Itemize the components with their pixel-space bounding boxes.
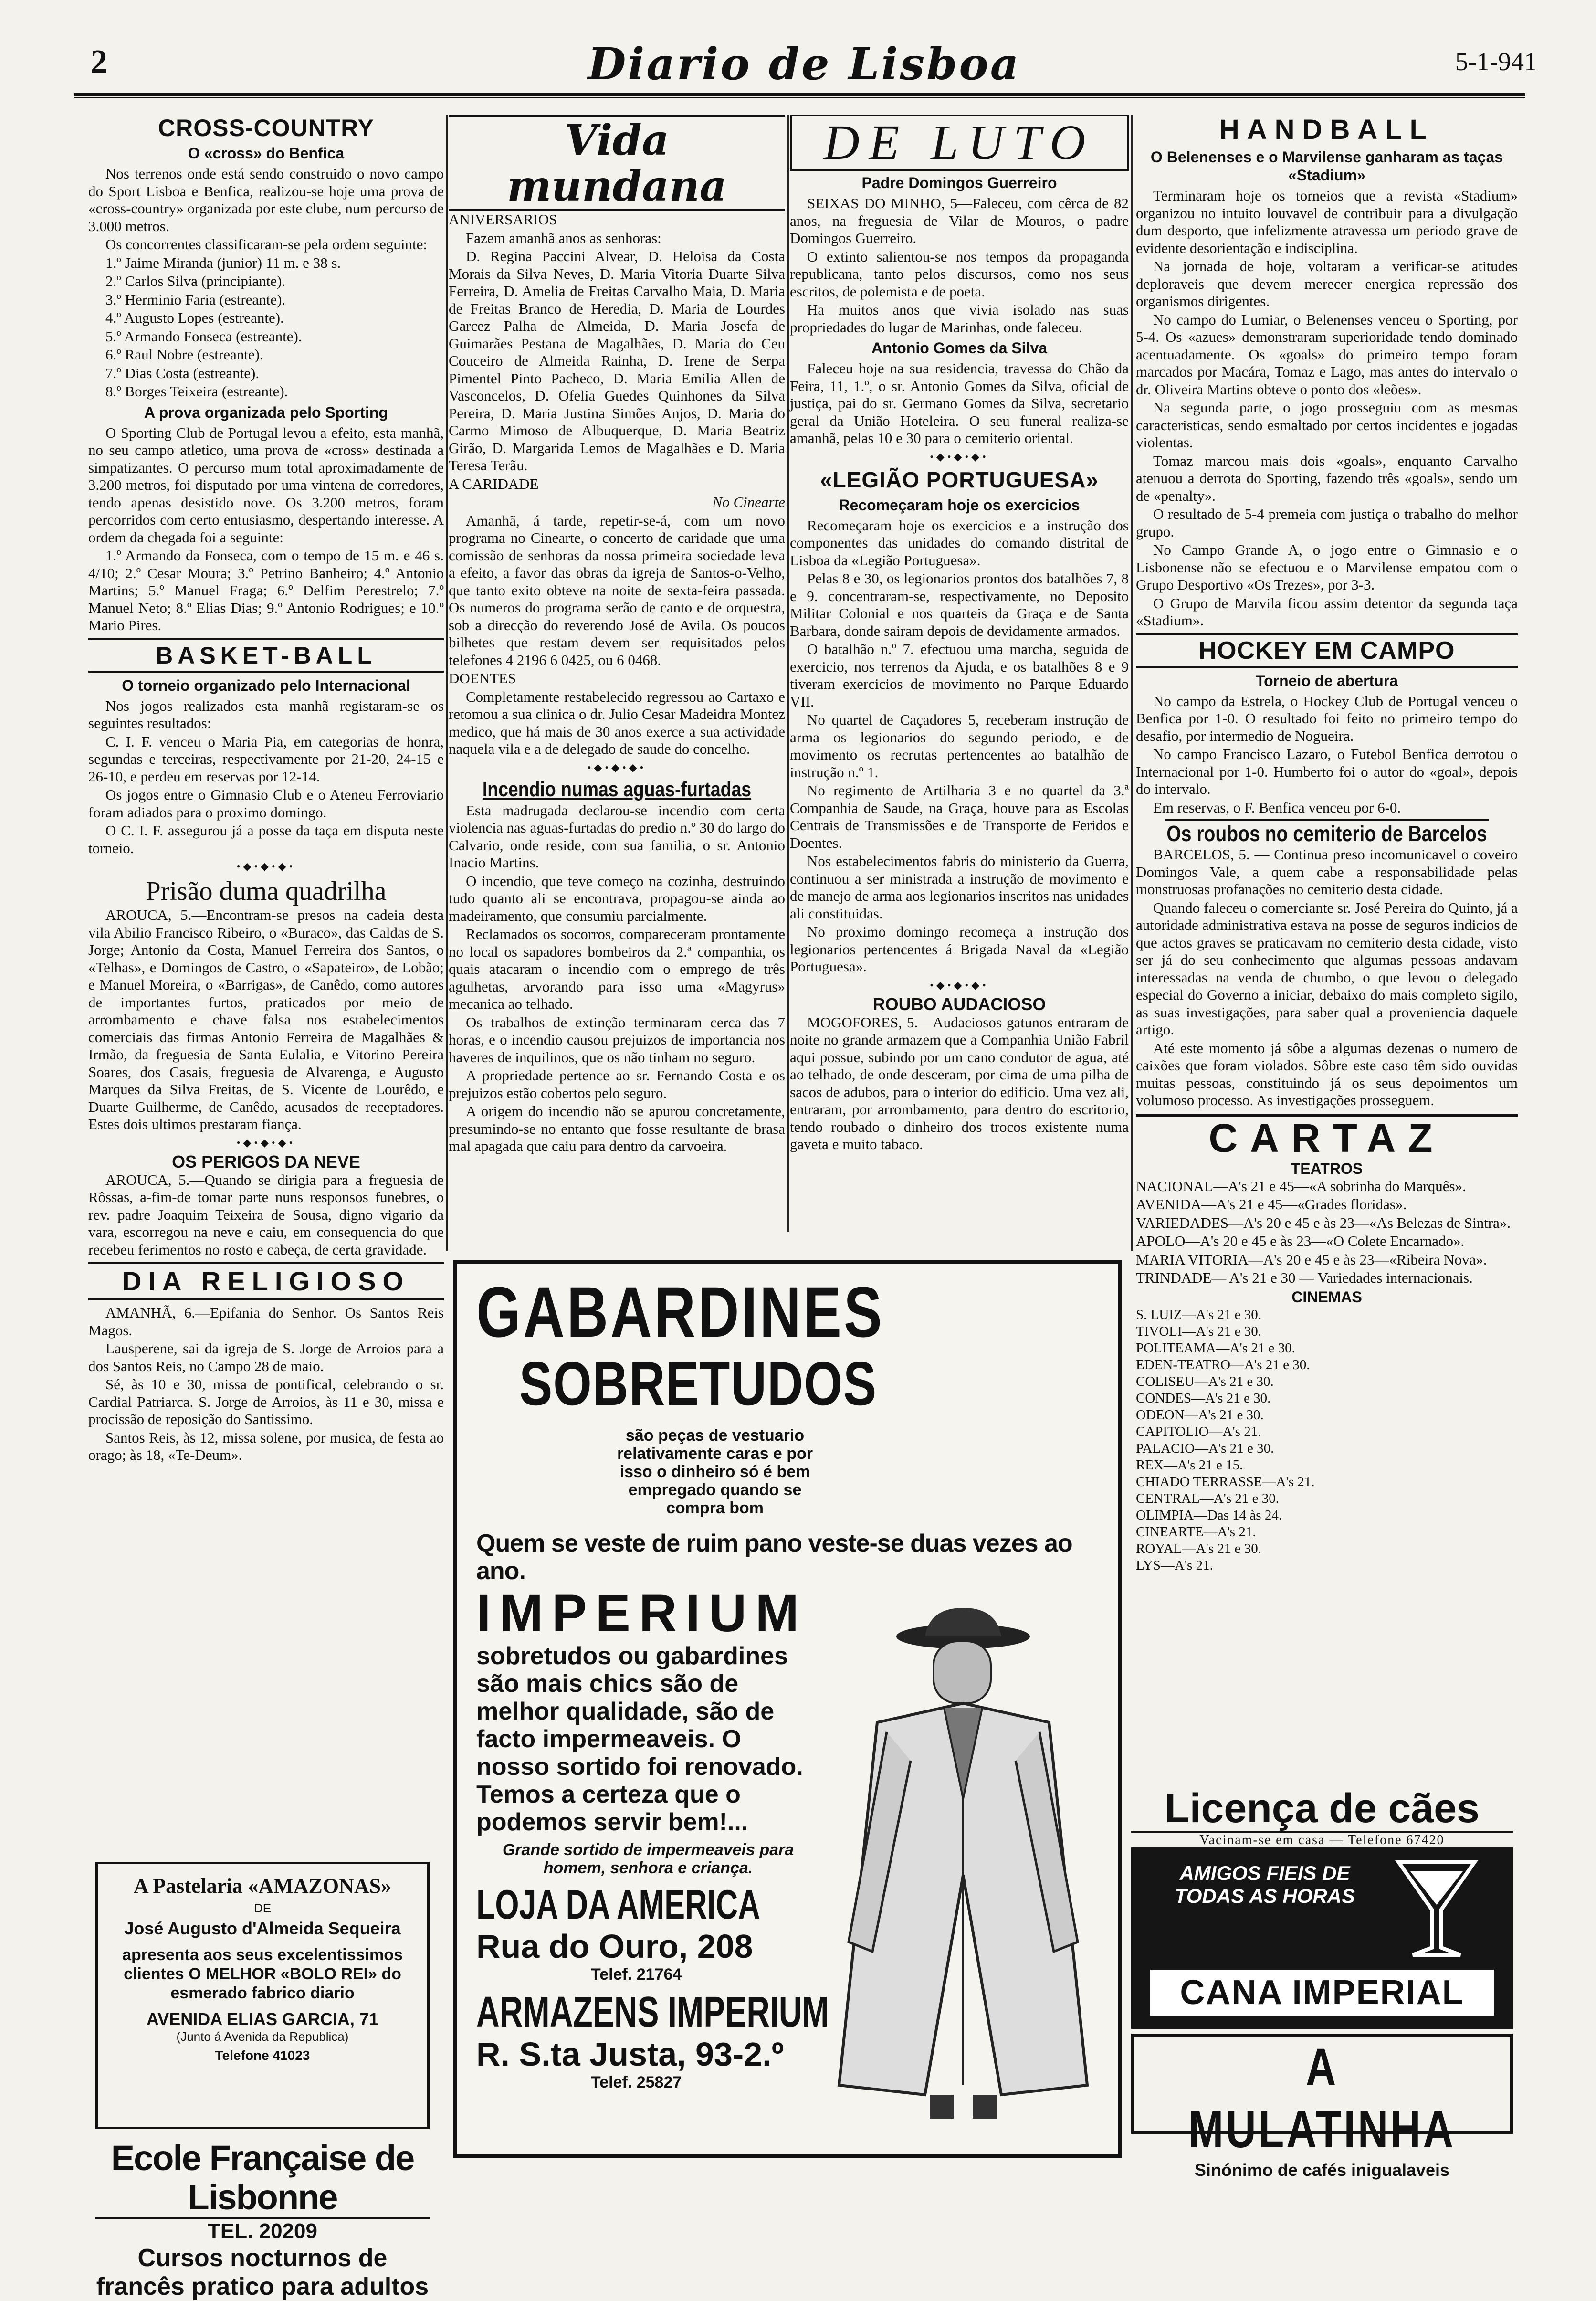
- column-1: [88, 115, 444, 1465]
- article-paragraph: Tomaz marcou mais dois «goals», enquanto Carvalho atenuou a derrota do Sporting, fazendo três «goals», sendo um de «penalty».: [1136, 452, 1518, 504]
- separator-ornament: •◆•◆•◆•: [930, 979, 989, 991]
- article-paragraph: C. I. F. venceu o Maria Pia, em categorias de honra, segundas e terceiras, respectivamente por 21-20, 24-15 e 26-10, e perdeu em reservas por 12-14.: [88, 733, 444, 785]
- article-paragraph: No Campo Grande A, o jogo entre o Gimnasio e o Lisbonense não se efectuou e o Marvilense empatou com o Grupo Desportivo «Os Trezes», por 3-3.: [1136, 541, 1518, 593]
- listing-line: EDEN-TEATRO—A's 21 e 30.: [1136, 1357, 1310, 1372]
- result-line: 1.º Jaime Miranda (junior) 11 m. e 38 s.: [105, 254, 341, 271]
- ad-phone: Telef. 21764: [591, 1965, 682, 1984]
- listing-line: ROYAL—A's 21 e 30.: [1136, 1541, 1261, 1556]
- ad-slogan: AMIGOS FIEIS DE TODAS AS HORAS: [1174, 1862, 1355, 1907]
- pastelaria-amazonas-ad: [95, 1862, 430, 2129]
- legiao-subheading: Recomeçaram hoje os exercicios: [839, 496, 1080, 514]
- ad-headline: SOBRETUDOS: [519, 1349, 877, 1418]
- article-paragraph: Esta madrugada declarou-se incendio com certa violencia nas aguas-furtadas do predio n.º 30 do largo do Calvario, onde reside, com sua familia, o sr. Antonio Inacio Martins.: [449, 802, 785, 871]
- prisao-heading: Prisão duma quadrilha: [146, 876, 387, 906]
- listing-line: REX—A's 21 e 15.: [1136, 1457, 1243, 1473]
- gabardines-ad: [453, 1260, 1122, 2158]
- listing-line: POLITEAMA—A's 21 e 30.: [1136, 1340, 1295, 1356]
- result-line: 2.º Carlos Silva (principiante).: [105, 273, 286, 289]
- section-label: ANIVERSARIOS: [449, 211, 557, 228]
- teatros-heading: TEATROS: [1291, 1160, 1363, 1177]
- ad-address: Rua do Ouro, 208: [476, 1928, 753, 1965]
- article-paragraph: No campo do Lumiar, o Belenenses venceu o Sporting, por 5-4. Os «azues» demonstraram superioridade tendo dominado acentuadamente. Os «goals» do primeiro tempo foram marcados por Macára, Tomaz e Lago, mas antes do intervalo o dr. Oliveira Martins obteve o ponto dos «leões».: [1136, 311, 1518, 398]
- result-line: 5.º Armando Fonseca (estreante).: [105, 327, 302, 345]
- article-paragraph: No campo da Estrela, o Hockey Club de Portugal venceu o Benfica por 1-0. O resultado foi feito no primeiro tempo do desafio, por intermedio de Nogueira.: [1136, 692, 1518, 744]
- masthead: [62, 38, 1546, 91]
- article-paragraph: Quando faleceu o comerciante sr. José Pereira do Quinto, já a autoridade administrativa estava na posse de seguros indicios de que actos graves se praticavam no cemiterio desta cidade, visto ser já do seu conhecimento que algumas pessoas andavam interessadas na venda de chumbo, o que levou o delegado especial do Governo a iniciar, debaixo do mais completo sigilo, as suas investigações, para saber qual a proveniencia daquele artigo.: [1136, 899, 1518, 1038]
- listing-line: CAPITOLIO—A's 21.: [1136, 1424, 1261, 1439]
- article-paragraph: Recomeçaram hoje os exercicios e a instrução dos componentes das unidades do comando distrital de Lisboa da «Legião Portuguesa».: [790, 517, 1129, 569]
- ad-phone: TEL. 20209: [208, 2219, 317, 2243]
- ad-headline: GABARDINES: [476, 1272, 884, 1352]
- listing-line: LYS—A's 21.: [1136, 1557, 1213, 1573]
- listing-line: ODEON—A's 21 e 30.: [1136, 1407, 1264, 1423]
- issue-date: 5-1-941: [1455, 47, 1537, 76]
- listing-line: CHIADO TERRASSE—A's 21.: [1136, 1474, 1315, 1489]
- obituary-name: Antonio Gomes da Silva: [871, 339, 1048, 357]
- article-paragraph: D. Regina Paccini Alvear, D. Heloisa da Costa Morais da Silva Neves, D. Maria Vitoria Duarte Silva Ferreira, D. Amelia de Freitas Carvalho Maia, D. Maria de Freitas Branco de Heredia, D. Maria de Lourdes Garcez Palha de Almeida, D. Maria Josefa de Guimarães Pestana de Magalhães, D. Maria do Ceu Couceiro de Almeida Rainha, D. Irene de Serpa Pimentel Pinto Pacheco, D. Maria Emilia Allen de Vasconcelos, D. Ofelia Guedes Quinhones da Silva Pereira, D. Maria Justina Simões Anjos, D. Maria do Carmo Mimoso de Albuquerque, D. Maria Beatriz Girão, D. Margarida Lemos de Magalhães e D. Maria Teresa Terãu.: [449, 248, 785, 474]
- neve-heading: OS PERIGOS DA NEVE: [172, 1151, 360, 1172]
- article-paragraph: Faleceu hoje na sua residencia, travessa do Chão da Feira, 11, 1.º, o sr. Antonio Gomes da Silva, oficial de justiça, pai do sr. Germano Gomes da Silva, secretario geral da União Hoteleira. O seu funeral realiza-se amanhã, pelas 10 e 30 para o cemiterio oriental.: [790, 360, 1129, 446]
- listing-line: PALACIO—A's 21 e 30.: [1136, 1440, 1274, 1456]
- cross-country-heading: CROSS-COUNTRY: [158, 115, 374, 141]
- cinemas-heading: CINEMAS: [1292, 1288, 1362, 1306]
- listing-line: CONDES—A's 21 e 30.: [1136, 1390, 1271, 1406]
- ad-text: DE: [253, 1901, 272, 1915]
- listing-line: OLIMPIA—Das 14 às 24.: [1136, 1507, 1282, 1523]
- listing-line: MARIA VITORIA—A's 20 e 45 e às 23—«Ribeira Nova».: [1136, 1251, 1487, 1268]
- result-line: 6.º Raul Nobre (estreante).: [105, 346, 263, 363]
- article-paragraph: A propriedade pertence ao sr. Fernando Costa e os prejuizos estão cobertos pelo seguro.: [449, 1067, 785, 1101]
- separator-ornament: •◆•◆•◆•: [236, 1136, 296, 1149]
- ad-brand: IMPERIUM: [476, 1584, 808, 1643]
- article-paragraph: O Grupo de Marvila ficou assim detentor da segunda taça «Stadium».: [1136, 594, 1518, 629]
- article-paragraph: Sé, às 10 e 30, missa de pontifical, celebrando o sr. Cardial Patriarca. S. Jorge de Arroios, às 11 e 30, missa e procissão de reposição do Santissimo.: [88, 1376, 444, 1427]
- obituary-name: Padre Domingos Guerreiro: [861, 174, 1057, 191]
- cartaz-heading: CARTAZ: [1208, 1115, 1445, 1161]
- ad-store: ARMAZENS IMPERIUM: [476, 1988, 829, 2036]
- column-divider: [1131, 115, 1133, 1251]
- column-4: [1136, 115, 1518, 1574]
- column-3: [790, 115, 1129, 1154]
- article-paragraph: Lausperene, sai da igreja de S. Jorge de Arroios para a dos Santos Reis, no Campo 28 de maio.: [88, 1340, 444, 1374]
- article-paragraph: Pelas 8 e 30, os legionarios prontos dos batalhões 7, 8 e 9. concentraram-se, respectivamente, no Deposito Militar Colonial e nos quarteis da Graça e de Santa Barbara, donde sairam depois de devidamente armados.: [790, 570, 1129, 639]
- article-paragraph: Na jornada de hoje, voltaram a verificar-se atitudes deploraveis que devem merecer energica repressão dos organismos dirigentes.: [1136, 258, 1518, 309]
- legiao-heading: «LEGIÃO PORTUGUESA»: [820, 467, 1099, 492]
- glass-icon: [1389, 1857, 1484, 1962]
- article-paragraph: AROUCA, 5.—Quando se dirigia para a freguesia de Rôssas, a-fim-de tomar parte nuns responsos funebres, o rev. padre Joaquim Teixeira de Sousa, digno vigario da vara, escorregou na neve e caiu, em consequencia do que recebeu ferimentos no rosto e cabeça, de certa gravidade.: [88, 1171, 444, 1258]
- article-paragraph: A origem do incendio não se apurou concretamente, presumindo-se no entanto que fosse resultante de brasa mal apagada que caiu para dentro da carvoeira.: [449, 1103, 785, 1154]
- article-paragraph: Em reservas, o F. Benfica venceu por 6-0.: [1153, 799, 1401, 816]
- article-paragraph: O Sporting Club de Portugal levou a efeito, esta manhã, no seu campo atletico, uma prova de «cross» destinada a simpatizantes. O percurso mum total aproximadamente de 3.200 metros, foi disputado por uma vintena de corredores, tendo apenas desistido nove. Os 3.200 metros, foram percorridos com certo entusiasmo, despertando interesse. A ordem da chegada foi a seguinte:: [88, 424, 444, 546]
- ad-text: (Junto á Avenida da Republica): [176, 2029, 349, 2044]
- article-paragraph: Na segunda parte, o jogo prosseguiu com as mesmas caracteristicas, sendo esmaltado por certos incidentes e jogadas violentas.: [1136, 399, 1518, 451]
- page-number: 2: [91, 43, 107, 80]
- ad-headline: Licença de cães: [1165, 1785, 1480, 1831]
- listing-line: TRINDADE— A's 21 e 30 — Variedades internacionais.: [1136, 1269, 1473, 1286]
- listing-line: TIVOLI—A's 21 e 30.: [1136, 1323, 1261, 1339]
- article-paragraph: Nos estabelecimentos fabris do ministerio da Guerra, continuou a ser ministrada a instrução de movimento e de manejo de arma aos legionarios inscritos nas unidades ali constituidas.: [790, 853, 1129, 922]
- separator-ornament: •◆•◆•◆•: [930, 450, 989, 463]
- section-label: A CARIDADE: [449, 475, 539, 492]
- basketball-subheading: O torneio organizado pelo Internacional: [122, 676, 410, 694]
- vida-mundana-heading: Vida mundana: [449, 115, 785, 211]
- licenca-caes-ad: [1131, 1785, 1513, 1849]
- article-paragraph: Ha muitos anos que vivia isolado nas suas propriedades do lugar de Marinhas, onde faleceu.: [790, 301, 1129, 336]
- result-line: 7.º Dias Costa (estreante).: [105, 364, 260, 381]
- article-paragraph: O extinto salientou-se nos tempos da propaganda republicana, tanto pelos discursos, como nos seus escritos, de polemista e de poeta.: [790, 248, 1129, 300]
- cross-country-subheading: O «cross» do Benfica: [188, 145, 345, 162]
- ad-address: R. S.ta Justa, 93-2.º: [476, 2036, 784, 2073]
- man-in-overcoat-illustration: [820, 1608, 1087, 2123]
- section-label: DOENTES: [449, 670, 516, 686]
- separator-ornament: •◆•◆•◆•: [587, 761, 647, 773]
- handball-heading: HANDBALL: [1219, 114, 1435, 145]
- article-paragraph: Santos Reis, às 12, missa solene, por musica, de festa ao orago; às 18, «Te-Deum».: [88, 1429, 444, 1463]
- article-paragraph: Os jogos entre o Gimnasio Club e o Ateneu Ferroviario foram adiados para o proximo domingo.: [88, 786, 444, 821]
- ad-text: apresenta aos seus excelentissimos clientes O MELHOR «BOLO REI» do esmerado fabrico diario: [122, 1946, 403, 2002]
- article-paragraph: O incendio, que teve começo na cozinha, destruindo tudo quanto ali se encontrava, propagou-se ainda ao madeiramento, que consumiu parcialmente.: [449, 872, 785, 924]
- ad-slogan: Quem se veste de ruim pano veste-se duas vezes ao ano.: [476, 1530, 1072, 1585]
- column-divider: [788, 115, 789, 1232]
- article-paragraph: O C. I. F. assegurou já a posse da taça em disputa neste torneio.: [88, 822, 444, 856]
- ad-text: Vacinam-se em casa — Telefone 67420: [1131, 1831, 1513, 1849]
- sporting-subheading: A prova organizada pelo Sporting: [144, 403, 388, 421]
- ad-phone: Telef. 25827: [591, 2073, 682, 2091]
- handball-subheading: O Belenenses e o Marvilense ganharam as taças «Stadium»: [1150, 148, 1503, 184]
- result-line: 3.º Herminio Faria (estreante).: [105, 291, 286, 308]
- masthead-rule: [74, 93, 1525, 98]
- listing-line: APOLO—A's 20 e 45 e às 23—«O Colete Encarnado».: [1136, 1233, 1465, 1249]
- ad-slogan: Sinónimo de cafés inigualaveis: [1194, 2160, 1450, 2180]
- article-paragraph: 1.º Armando da Fonseca, com o tempo de 15 m. e 46 s. 4/10; 2.º Cesar Moura; 3.º Petrino Banheiro; 4.º Antonio Martins; 5.º Manuel Fraga; 6.º Delfim Perestrelo; 7.º Manuel Neto; 8.º Elias Dias; 9.º Antonio Rodrigues; e 10.º Mario Pires.: [88, 547, 444, 633]
- listing-line: COLISEU—A's 21 e 30.: [1136, 1373, 1274, 1389]
- article-paragraph: AMANHÃ, 6.—Epifania do Senhor. Os Santos Reis Magos.: [88, 1304, 444, 1339]
- section-byline: No Cinearte: [712, 494, 785, 510]
- hockey-heading: HOCKEY EM CAMPO: [1136, 633, 1518, 668]
- result-line: 8.º Borges Teixeira (estreante).: [105, 383, 288, 400]
- article-paragraph: Até este momento já sôbe a algumas dezenas o numero de caixões que foram violados. Sôbre este caso têm sido ouvidas muitas pessoas, constituindo já os seus depoimentos um volumoso processo. As investigações prosseguem.: [1136, 1039, 1518, 1108]
- ad-text: Cursos nocturnos de francês pratico para adultos: [96, 2244, 429, 2301]
- column-2: [449, 115, 785, 1156]
- article-paragraph: Nos terrenos onde está sendo construido o novo campo do Sport Lisboa e Benfica, realizou-se hoje uma prova de «cross-country» organizada por este clube, num percurso de 3.000 metros.: [88, 165, 444, 234]
- article-paragraph: Terminaram hoje os torneios que a revista «Stadium» organizou no intuito louvavel de contribuir para a divulgação dum desporto, que infelizmente atravessa um periodo grave de evidente desorientação e indisciplina.: [1136, 187, 1518, 256]
- article-paragraph: Completamente restabelecido regressou ao Cartaxo e retomou a sua clinica o dr. Julio Cesar Madeidra Montez medico, que há mais de 30 anos exerce a sua actividade naquela vila e a de delegado de saude do concelho.: [449, 688, 785, 757]
- article-paragraph: Reclamados os socorros, compareceram prontamente no local os sapadores bombeiros da 2.ª companhia, os quais atacaram o incendio com o emprego de três agulhetas, arvorando para isso uma «Magyrus» mecanica ao telhado.: [449, 926, 785, 1012]
- ad-title: Ecole Française de Lisbonne: [95, 2139, 430, 2219]
- article-paragraph: O resultado de 5-4 premeia com justiça o trabalho do melhor grupo.: [1136, 506, 1518, 540]
- article-paragraph: SEIXAS DO MINHO, 5—Faleceu, com cêrca de 82 anos, na freguesia de Vilar de Mouros, o padre Domingos Guerreiro.: [790, 195, 1129, 246]
- result-line: 4.º Augusto Lopes (estreante).: [105, 309, 284, 326]
- basketball-heading: BASKET-BALL: [88, 638, 444, 673]
- article-paragraph: BARCELOS, 5. — Continua preso incomunicavel o coveiro Domingos Vale, a quem cabe a responsabilidade pelas monstruosas profanações no cemiterio desta cidade.: [1136, 846, 1518, 897]
- listing-line: VARIEDADES—A's 20 e 45 e às 23—«As Belezas de Sintra».: [1136, 1214, 1511, 1231]
- article-paragraph: No campo Francisco Lazaro, o Futebol Benfica derrotou o Internacional por 1-0. Humberto foi o autor do «goal», depois do intervalo.: [1136, 746, 1518, 797]
- ad-owner: José Augusto d'Almeida Sequeira: [124, 1919, 401, 1938]
- ad-address: AVENIDA ELIAS GARCIA, 71: [146, 2009, 379, 2029]
- ad-store: LOJA DA AMERICA: [476, 1882, 760, 1928]
- ad-brand: CANA IMPERIAL: [1150, 1970, 1494, 2016]
- listing-line: CINEARTE—A's 21.: [1136, 1524, 1256, 1540]
- roubo-heading: ROUBO AUDACIOSO: [872, 994, 1046, 1014]
- separator-ornament: •◆•◆•◆•: [236, 860, 296, 872]
- ecole-francaise-ad: [95, 2139, 430, 2301]
- incendio-heading: Incendio numas aguas-furtadas: [482, 777, 752, 801]
- ad-phone: Telefone 41023: [215, 2048, 310, 2063]
- listing-line: NACIONAL—A's 21 e 45—«A sobrinha do Marquês».: [1136, 1177, 1466, 1194]
- ad-brand: A MULATINHA: [1188, 2038, 1456, 2159]
- listing-line: AVENIDA—A's 21 e 45—«Grades floridas».: [1136, 1196, 1407, 1213]
- ad-title: A Pastelaria «AMAZONAS»: [133, 1874, 392, 1898]
- article-paragraph: Fazem amanhã anos as senhoras:: [466, 229, 662, 246]
- newspaper-title: Diario de Lisboa: [588, 38, 1021, 90]
- listing-line: S. LUIZ—A's 21 e 30.: [1136, 1307, 1261, 1322]
- article-paragraph: No proximo domingo recomeça a instrução dos legionarios pertencentes á Brigada Naval da «Legião Portuguesa».: [790, 923, 1129, 975]
- article-paragraph: O batalhão n.º 7. efectuou uma marcha, seguida de exercicio, nos terrenos da Ajuda, e os batalhões 8 e 9 tiveram exercicios de movimento no Parque Eduardo VII.: [790, 641, 1129, 710]
- article-paragraph: Os trabalhos de extinção terminaram cerca das 7 horas, e o incendio causou prejuizos de importancia nos haveres de inquilinos, que os não tinham no seguro.: [449, 1013, 785, 1066]
- article-paragraph: MOGOFORES, 5.—Audaciosos gatunos entraram de noite no grande armazem que a Companhia União Fabril aqui possue, subindo por um cano condutor de agua, até ao telhado, de onde desceram, por cima de uma pilha de sacos de adubos, para o interior do edificio. Uma vez ali, entraram, por arrombamento, para dentro do escritorio, tendo roubado o dinheiro dos trocos existente numa gaveta e muito tabaco.: [790, 1013, 1129, 1152]
- column-divider: [446, 115, 448, 1251]
- article-paragraph: Nos jogos realizados esta manhã registaram-se os seguintes resultados:: [88, 697, 444, 731]
- article-paragraph: Os concorrentes classificaram-se pela ordem seguinte:: [105, 236, 427, 253]
- listing-line: CENTRAL—A's 21 e 30.: [1136, 1490, 1280, 1506]
- ad-text: Grande sortido de impermeaveis para homem, senhora e criança.: [502, 1841, 794, 1877]
- religioso-heading: DIA RELIGIOSO: [88, 1262, 444, 1300]
- article-paragraph: No regimento de Artilharia 3 e no quartel da 3.ª Companhia de Saude, na Graça, houve para as Escolas Centrais de Transmissões e de Transporte de Feridos e Doentes.: [790, 782, 1129, 851]
- ad-text: sobretudos ou gabardines são mais chics são de melhor qualidade, são de facto impermeaveis. O nosso sortido foi renovado. Temos a certeza que o podemos servir bem!...: [476, 1642, 803, 1836]
- article-paragraph: Amanhã, á tarde, repetir-se-á, com um novo programa no Cinearte, o concerto de caridade que uma comissão de senhoras da nossa primeira sociedade leva a efeito, a favor das obras da igreja de Santos-o-Velho, que tanto exito obteve na noite de sexta-feira passada. Os numeros do programa serão de canto e de orquestra, sob a direcção do reverendo José de Avila. Os poucos bilhetes que restam devem ser requisitados pelos telefones 4 2196 6 0425, ou 6 0468.: [449, 512, 785, 668]
- ad-text: são peças de vestuario relativamente caras e por isso o dinheiro só é bem empregado quando se compra bom: [617, 1426, 813, 1517]
- de-luto-heading: DE LUTO: [790, 115, 1129, 171]
- cana-imperial-ad: [1131, 1847, 1513, 2029]
- hockey-subheading: Torneio de abertura: [1255, 672, 1398, 689]
- mulatinha-ad: [1131, 2034, 1513, 2180]
- article-paragraph: No quartel de Caçadores 5, receberam instrução de arma os legionarios do segundo periodo, e de movimento os recrutas pertencentes ao batalhão de instrução n.º 1.: [790, 711, 1129, 781]
- article-paragraph: AROUCA, 5.—Encontram-se presos na cadeia desta vila Abilio Francisco Ribeiro, o «Buraco», das Caldas de S. Jorge; Antonio da Costa, Manuel Ferreira dos Santos, o «Telhas», e Domingos de Castro, o «Sapateiro», de Lobão; e Manuel Moreira, o «Barrigas», de Canêdo, como autores de importantes furtos, praticados por meio de arrombamento e chave falsa nos estabelecimentos comerciais das firmas Antonio Ferreira de Magalhães & Irmão, da freguesia de Santa Eulalia, e Vitorino Pereira Soares, dos Casais, freguesia de Alvarenga, e Augusto Marques da Silva Freitas, de S. Vicente de Lourêdo, e Duarte Guilherme, de Canêdo, acusados de receptadores. Estes dois ultimos prestaram fiança.: [88, 907, 444, 1132]
- roubos-barcelos-heading: Os roubos no cemiterio de Barcelos: [1165, 819, 1489, 846]
